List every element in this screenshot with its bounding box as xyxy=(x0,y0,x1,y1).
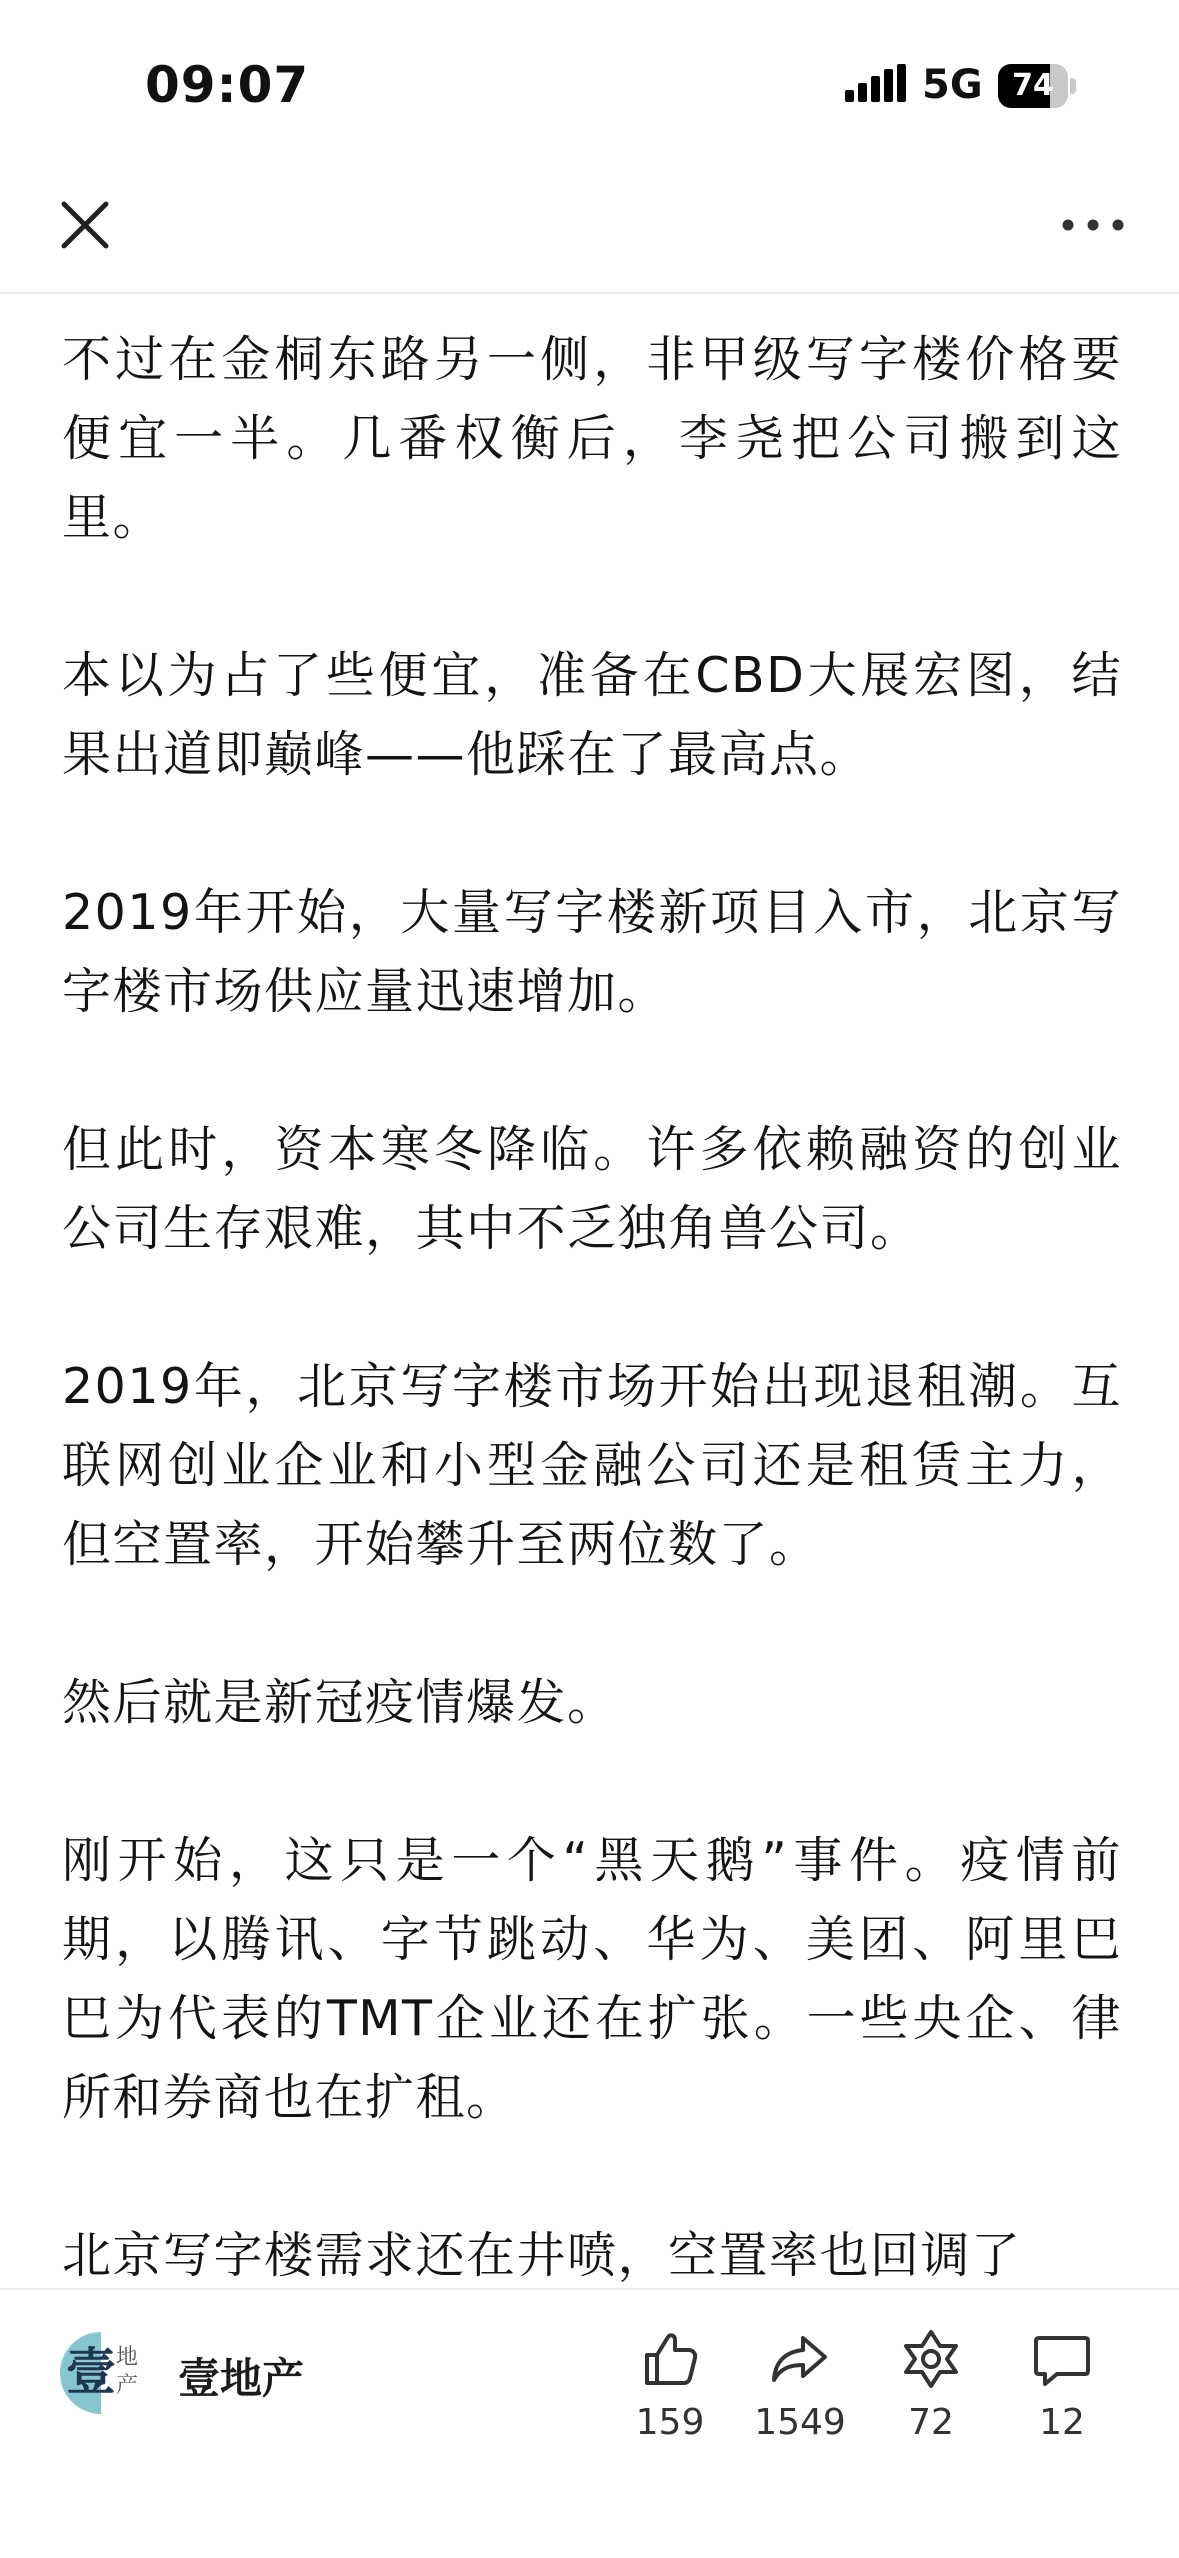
nav-bar xyxy=(0,170,1179,294)
article-paragraph: 北京写字楼需求还在井喷，空置率也回调了 xyxy=(62,2227,1022,2284)
like-count: 159 xyxy=(635,2402,705,2443)
avatar-logo-side: 地产 xyxy=(116,2345,139,2398)
cellular-signal-icon xyxy=(845,64,907,108)
comment-bubble-icon xyxy=(1031,2328,1093,2390)
close-icon[interactable] xyxy=(52,192,118,258)
battery-icon xyxy=(998,64,1076,108)
article-paragraph: 2019年开始，大量写字楼新项目入市，北京写字楼市场供应量迅速增加。 xyxy=(62,884,1122,1020)
battery-level: 74 xyxy=(1012,68,1054,103)
article-paragraph: 但此时，资本寒冬降临。许多依赖融资的创业公司生存艰难，其中不乏独角兽公司。 xyxy=(62,1121,1122,1257)
recommend-star-icon xyxy=(900,2328,962,2390)
article-body xyxy=(62,320,1122,2288)
network-type: 5G xyxy=(922,62,983,108)
recommend-count: 72 xyxy=(908,2402,954,2443)
article-paragraph: 本以为占了些便宜，准备在CBD大展宏图，结果出道即巅峰——他踩在了最高点。 xyxy=(62,647,1122,783)
article-paragraph: 2019年，北京写字楼市场开始出现退租潮。互联网创业企业和小型金融公司还是租赁主力，但空置率，开始攀升至两位数了。 xyxy=(62,1358,1122,1573)
status-bar xyxy=(0,0,1179,170)
share-count: 1549 xyxy=(754,2402,846,2443)
recommend-button[interactable] xyxy=(865,2328,997,2448)
avatar-logo-main: 壹 xyxy=(66,2343,116,2401)
status-time: 09:07 xyxy=(145,56,310,114)
author-avatar[interactable] xyxy=(60,2332,142,2414)
article-paragraph: 刚开始，这只是一个“黑天鹅”事件。疫情前期，以腾讯、字节跳动、华为、美团、阿里巴巴为代表的TMT企业还在扩张。一些央企、律所和券商也在扩租。 xyxy=(62,1832,1122,2126)
share-button[interactable] xyxy=(734,2328,866,2448)
article-paragraph: 不过在金桐东路另一侧，非甲级写字楼价格要便宜一半。几番权衡后，李尧把公司搬到这里。 xyxy=(62,331,1122,546)
like-button[interactable] xyxy=(604,2328,736,2448)
author-name[interactable]: 壹地产 xyxy=(178,2354,305,2403)
comment-count: 12 xyxy=(1039,2402,1085,2443)
thumbs-up-icon xyxy=(639,2328,701,2390)
article-paragraph: 然后就是新冠疫情爆发。 xyxy=(62,1674,618,1731)
share-arrow-icon xyxy=(769,2328,831,2390)
more-icon[interactable] xyxy=(1058,200,1128,250)
bottom-action-bar xyxy=(0,2288,1179,2558)
comment-button[interactable] xyxy=(996,2328,1128,2448)
